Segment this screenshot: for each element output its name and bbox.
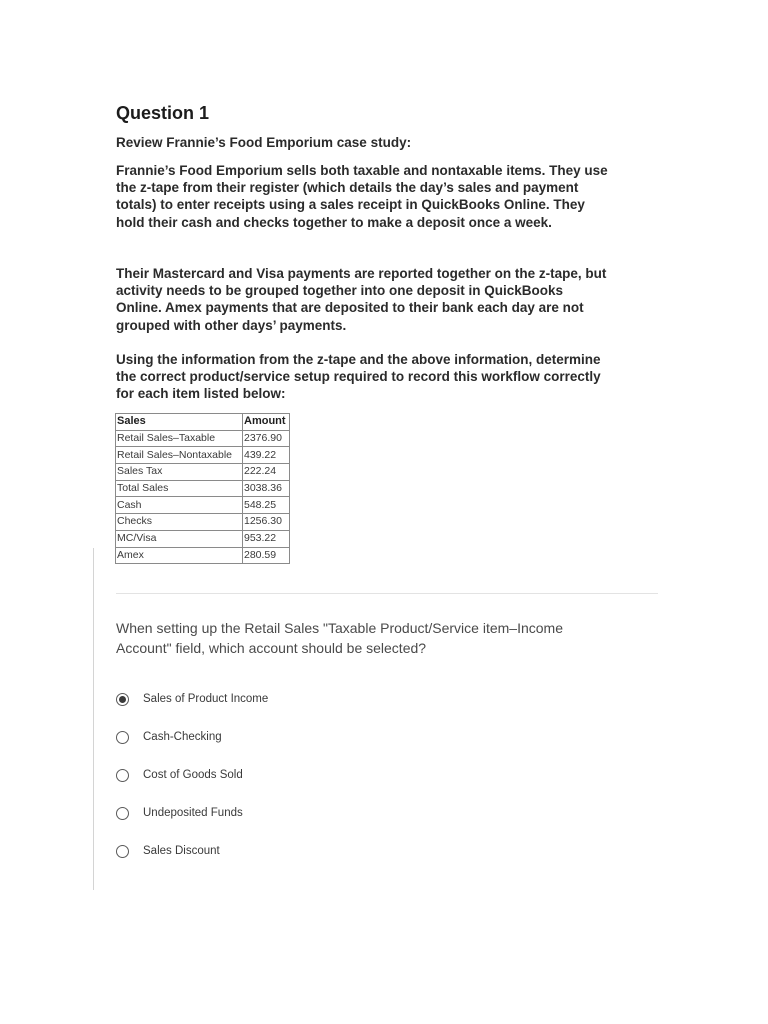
row-amount: 2376.90 [243,430,290,447]
table-row [116,514,290,531]
question-prompt: When setting up the Retail Sales "Taxable Product/Service item–Income Account" field, which account should be selected? [116,620,563,656]
table-row [116,530,290,547]
table-row [116,480,290,497]
case-paragraph-2: Their Mastercard and Visa payments are reported together on the z-tape, but activity needs to be grouped together into one deposit in QuickBooks Online. Amex payments that are deposited to their bank each day are not grouped with other days’ payments. [116,266,607,333]
answer-option[interactable] [116,718,268,756]
row-name: Sales Tax [116,464,243,481]
row-name: MC/Visa [116,530,243,547]
question-title: Question 1 [116,103,210,123]
answer-option[interactable] [116,794,268,832]
row-amount: 1256.30 [243,514,290,531]
row-amount: 439.22 [243,447,290,464]
table-row [116,464,290,481]
row-name: Amex [116,547,243,564]
option-label: Sales of Product Income [143,693,269,705]
review-line: Review Frannie’s Food Emporium case study: [116,135,412,150]
radio-empty-icon[interactable] [116,845,129,858]
radio-selected-icon[interactable] [116,693,129,706]
row-name: Retail Sales–Nontaxable [116,447,243,464]
row-amount: 953.22 [243,530,290,547]
option-label: Cost of Goods Sold [143,769,243,781]
row-amount: 222.24 [243,464,290,481]
option-label: Sales Discount [143,845,220,857]
table-row [116,430,290,447]
answer-option[interactable] [116,680,268,718]
header-amount: Amount [243,414,290,431]
answer-option[interactable] [116,756,268,794]
row-name: Retail Sales–Taxable [116,430,243,447]
table-row [116,497,290,514]
table-row [116,547,290,564]
option-label: Undeposited Funds [143,807,243,819]
answer-option[interactable] [116,832,268,870]
left-border-rule [93,548,94,890]
section-divider [116,593,658,594]
header-sales: Sales [116,414,243,431]
radio-dot-icon [119,696,126,703]
option-label: Cash-Checking [143,731,222,743]
table-row [116,447,290,464]
row-amount: 280.59 [243,547,290,564]
table-header-row [116,414,290,431]
row-amount: 548.25 [243,497,290,514]
z-tape-table [115,413,290,564]
row-amount: 3038.36 [243,480,290,497]
row-name: Checks [116,514,243,531]
case-paragraph-3: Using the information from the z-tape and the above information, determine the correct product/service setup required to record this workflow correctly for each item listed below: [116,352,601,402]
row-name: Cash [116,497,243,514]
case-paragraph-1: Frannie’s Food Emporium sells both taxable and nontaxable items. They use the z-tape from their register (which details the day’s sales and payment totals) to enter receipts using a sales receipt in QuickBooks Online. They hold their cash and checks together to make a deposit once a week. [116,163,608,230]
radio-empty-icon[interactable] [116,807,129,820]
row-name: Total Sales [116,480,243,497]
answer-options [116,680,268,870]
radio-empty-icon[interactable] [116,731,129,744]
radio-empty-icon[interactable] [116,769,129,782]
